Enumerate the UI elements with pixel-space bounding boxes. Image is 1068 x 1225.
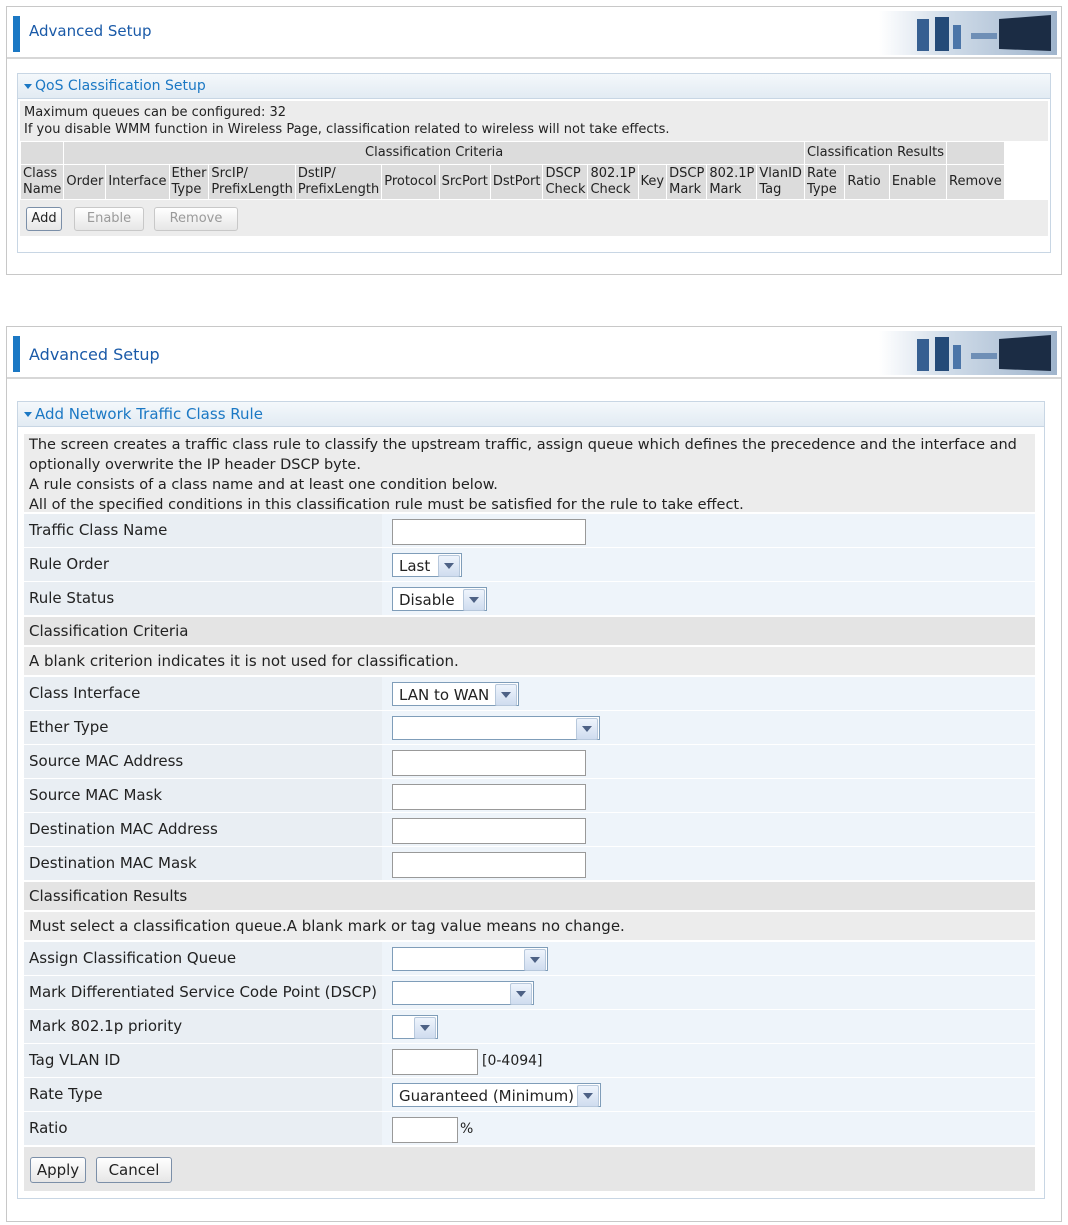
network-banner-icon [879,331,1057,375]
group-empty-cell [947,142,1004,164]
wmm-note-text: If you disable WMM function in Wireless Page, classification related to wireless will not take effects. [24,122,670,137]
column-header [588,165,637,199]
row-rate-type [24,1078,1035,1111]
row-mark-dscp [24,976,1035,1009]
collapse-triangle-icon [24,84,32,89]
row-tag-vlan [24,1044,1035,1077]
page-title: Advanced Setup [29,22,152,40]
tag-vlan-label: Tag VLAN ID [24,1044,385,1077]
chevron-down-icon[interactable] [576,718,598,740]
column-header-line1: Rate [806,166,837,181]
row-source-mac-mask [24,779,1035,812]
column-header-line1: VlanID [759,166,802,181]
remove-button[interactable]: Remove [154,207,238,231]
column-header-line2: Mark [669,182,702,197]
column-header-line2: Check [590,182,631,197]
column-header-line2: Interface [108,174,167,189]
source-mac-mask-label: Source MAC Mask [24,779,385,812]
chevron-down-icon[interactable] [510,983,532,1005]
source-mac-input[interactable] [392,750,586,776]
class-interface-select[interactable] [392,682,519,706]
column-header-line1: DSCP [545,166,581,181]
panel-title: Add Network Traffic Class Rule [35,405,263,423]
add-button[interactable]: Add [26,207,62,231]
header-bar [7,327,1061,379]
criteria-group-header: Classification Criteria [64,142,804,164]
column-header [845,165,889,199]
results-note: Must select a classification queue.A blank mark or tag value means no change. [24,912,1035,940]
column-header-line1: 802.1P [709,166,755,181]
panel-header[interactable] [18,402,1044,427]
network-banner-icon [879,11,1057,55]
column-header [543,165,587,199]
criteria-note: A blank criterion indicates it is not used for classification. [24,647,1035,675]
source-mac-label: Source MAC Address [24,745,385,778]
column-header-line2: Check [545,182,586,197]
destination-mac-mask-label: Destination MAC Mask [24,847,385,880]
rate-type-value: Guaranteed (Minimum) [399,1087,575,1105]
rule-status-label: Rule Status [24,582,385,615]
form-button-row [24,1147,1035,1191]
row-ratio [24,1112,1035,1145]
group-empty-cell [21,142,63,164]
value-cell [382,514,1035,547]
destination-mac-label: Destination MAC Address [24,813,385,846]
add-rule-panel [17,401,1045,1199]
class-interface-value: LAN to WAN [399,686,490,704]
row-destination-mac [24,813,1035,846]
qos-classification-table [20,141,1005,200]
ratio-input[interactable] [392,1117,458,1143]
ether-type-select[interactable] [392,716,600,740]
row-ether-type [24,711,1035,744]
qos-setup-panel [17,73,1051,253]
column-header-line2: PrefixLength [297,182,380,197]
assign-queue-select[interactable] [392,947,548,971]
column-header [106,165,168,199]
row-source-mac [24,745,1035,778]
column-header [296,165,381,199]
panel-header[interactable] [18,74,1050,99]
desc-line: A rule consists of a class name and at least one condition below. [29,477,498,493]
value-cell [382,1044,1035,1077]
value-cell [382,1078,1035,1111]
page-title: Advanced Setup [29,345,160,364]
results-section-header: Classification Results [24,882,1035,910]
column-header [491,165,543,199]
cancel-button[interactable]: Cancel [96,1157,172,1183]
column-header-line1: DstIP/ [297,166,336,181]
value-cell [382,942,1035,975]
max-queues-text: Maximum queues can be configured: 32 [24,105,287,120]
value-cell [382,711,1035,744]
desc-line: optionally overwrite the IP header DSCP byte. [29,457,361,473]
chevron-down-icon[interactable] [495,684,517,706]
row-rule-status [24,582,1035,615]
class-interface-label: Class Interface [24,677,385,710]
row-assign-queue [24,942,1035,975]
rule-status-value: Disable [399,591,455,609]
row-rule-order [24,548,1035,581]
column-header [21,165,63,199]
value-cell [382,745,1035,778]
rate-type-select[interactable] [392,1083,601,1107]
ether-type-label: Ether Type [24,711,385,744]
column-header-line2: Ratio [847,174,881,189]
value-cell [382,677,1035,710]
source-mac-mask-input[interactable] [392,784,586,810]
desc-line: The screen creates a traffic class rule to classify the upstream traffic, assign queue which defines the precedence and the interface and [29,437,1017,453]
row-traffic-class-name [24,514,1035,547]
column-header-row [21,165,1004,199]
column-header [805,165,844,199]
column-header-line2: Enable [891,174,937,189]
value-cell [382,582,1035,615]
value-cell [382,976,1035,1009]
column-header-line2: Key [640,174,665,189]
column-header-line2: Remove [949,174,1002,189]
rate-type-label: Rate Type [24,1078,385,1111]
chevron-down-icon[interactable] [577,1085,599,1107]
header-bar [7,7,1061,59]
criteria-section-header: Classification Criteria [24,617,1035,645]
rule-order-select[interactable] [392,553,462,577]
column-header-line1: Ether [171,166,207,181]
button-row [20,200,1048,236]
column-header-line2: Protocol [384,174,437,189]
description [20,101,1048,141]
column-header-line2: Name [23,182,62,197]
collapse-triangle-icon [24,412,32,417]
column-header [382,165,438,199]
value-cell [382,1112,1035,1145]
mark-8021p-label: Mark 802.1p priority [24,1010,385,1043]
mark-dscp-select[interactable] [392,981,534,1005]
row-class-interface [24,677,1035,710]
header-accent-bar [13,16,20,52]
add-traffic-class-window [6,326,1062,1222]
column-header-line1: 802.1P [590,166,636,181]
column-header [890,165,946,199]
column-header-line2: Type [806,182,837,197]
column-header-line2: PrefixLength [211,182,293,197]
column-header [209,165,294,199]
assign-queue-label: Assign Classification Queue [24,942,385,975]
traffic-class-name-label: Traffic Class Name [24,514,385,547]
column-header-line1: SrcIP/ [211,166,248,181]
enable-button[interactable]: Enable [74,207,144,231]
destination-mac-input[interactable] [392,818,586,844]
column-header [947,165,1004,199]
column-header-line2: Mark [709,182,742,197]
panel-title: QoS Classification Setup [35,78,206,94]
chevron-down-icon[interactable] [524,949,546,971]
mark-8021p-select[interactable] [392,1015,438,1039]
traffic-class-name-input[interactable] [392,519,586,545]
column-header [667,165,706,199]
vlan-range-hint: [0-4094] [482,1053,543,1069]
column-header-line1: DSCP [669,166,705,181]
chevron-down-icon[interactable] [463,589,485,611]
column-header [440,165,490,199]
chevron-down-icon[interactable] [438,555,460,577]
column-header-line2: Order [66,174,104,189]
rule-order-value: Last [399,557,431,575]
column-header-line2: Type [171,182,202,197]
results-group-header: Classification Results [805,142,946,164]
rule-description [24,434,1035,512]
row-destination-mac-mask [24,847,1035,880]
column-header-line2: DstPort [492,174,541,189]
mark-dscp-label: Mark Differentiated Service Code Point (DSCP) [24,976,385,1009]
value-cell [382,1010,1035,1043]
rule-order-label: Rule Order [24,548,385,581]
apply-button[interactable]: Apply [30,1157,86,1183]
value-cell [382,779,1035,812]
column-header-line2: Tag [759,182,782,197]
row-mark-8021p [24,1010,1035,1043]
value-cell [382,847,1035,880]
column-header-line1: Class [23,166,58,181]
ratio-label: Ratio [24,1112,385,1145]
value-cell [382,813,1035,846]
tag-vlan-input[interactable] [392,1049,478,1075]
qos-classification-window [6,6,1062,275]
column-header [707,165,756,199]
rule-status-select[interactable] [392,587,487,611]
percent-unit: % [460,1121,474,1137]
desc-line: All of the specified conditions in this classification rule must be satisfied for the rule to take effect. [29,497,744,513]
column-header-line2: SrcPort [441,174,488,189]
header-accent-bar [13,336,20,372]
column-header [64,165,105,199]
chevron-down-icon[interactable] [414,1017,436,1039]
column-header [170,165,209,199]
column-header [757,165,804,199]
value-cell [382,548,1035,581]
column-header [639,165,667,199]
destination-mac-mask-input[interactable] [392,852,586,878]
